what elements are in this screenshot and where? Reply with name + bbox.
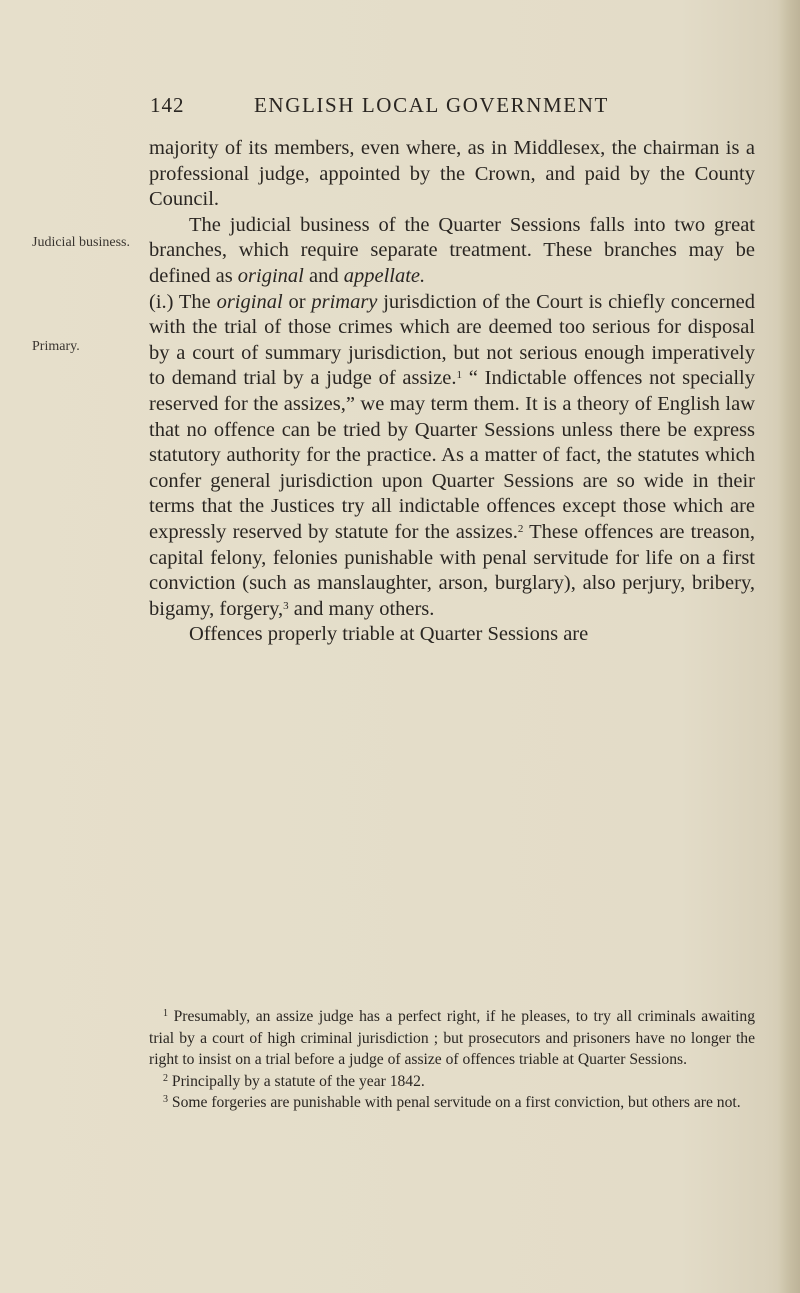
italic-term-appellate: appellate. [343, 264, 426, 287]
footnote-1 [149, 1006, 755, 1071]
text-run: (i.) The [149, 290, 217, 313]
footnote-ref-2[interactable]: 2 [517, 522, 524, 535]
footnote-text: Principally by a statute of the year 1842. [168, 1072, 425, 1090]
footnote-text: Presumably, an assize judge has a perfect right, if he pleases, to try all criminals awaiting trial by a court of high criminal jurisdiction ; but prosecutors and prisoners have no longer the right to insist on a trial before a judge of assize of offences triable at Quarter Sessions. [149, 1008, 755, 1068]
body-text [149, 136, 755, 648]
footnote-2 [149, 1071, 755, 1093]
paragraph-offences-triable: Offences properly triable at Quarter Sessions are [189, 623, 589, 646]
text-run: and many others. [288, 597, 435, 620]
page-number: 142 [150, 93, 185, 117]
text-run: or [282, 290, 312, 313]
text-run: These offences are treason, capital felony, felonies punishable with penal servitude for life on a first conviction (such as manslaughter, arson, burglary), also perjury, bribery, bigamy, forgery, [149, 520, 755, 620]
running-head-title: ENGLISH LOCAL GOVERNMENT [254, 93, 609, 117]
paragraph-primary-jurisdiction [149, 290, 755, 623]
text-run: jurisdiction of the Court is chiefly concerned with the trial of those crimes which are deemed too serious for disposal by a court of summary jurisdiction, but not serious enough imperatively to demand trial by a judge of assize. [149, 290, 756, 390]
footnote-ref-3[interactable]: 3 [283, 599, 289, 612]
italic-term-primary: primary [311, 290, 378, 313]
margin-note-primary: Primary. [32, 339, 80, 354]
italic-term-original: original [237, 264, 304, 287]
text-run: The judicial business of the Quarter Sessions falls into two great branches, which require separate treatment. These branches may be defined as [149, 213, 755, 287]
margin-note-judicial: Judicial business. [32, 235, 130, 250]
paragraph-continued: majority of its members, even where, as in Middlesex, the chairman is a professional judge, appointed by the Crown, and paid by the County Council. [149, 137, 755, 211]
footnote-mark: 3 [163, 1094, 168, 1105]
footnote-3 [149, 1092, 755, 1114]
footnote-mark: 1 [163, 1008, 168, 1019]
page-edge-shadow [778, 0, 800, 1293]
footnote-ref-1[interactable]: 1 [456, 369, 462, 382]
text-run: and [303, 264, 344, 287]
italic-term-original: original [216, 290, 283, 313]
footnotes [149, 1006, 755, 1114]
footnote-mark: 2 [163, 1072, 168, 1084]
text-run: “ Indictable offences not specially reserved for the assizes,” we may term them. It is a theory of English law that no offence can be tried by Quarter Sessions unless there be express statutory authority for the practice. As a matter of fact, the statutes which confer general jurisdiction upon Quarter Sessions are so wide in their terms that the Justices try all indictable offences except those which are expressly reserved by statute for the assizes. [149, 367, 755, 543]
footnote-text: Some forgeries are punishable with penal servitude on a first conviction, but others are not. [168, 1094, 741, 1111]
paragraph-judicial-business [149, 213, 755, 290]
